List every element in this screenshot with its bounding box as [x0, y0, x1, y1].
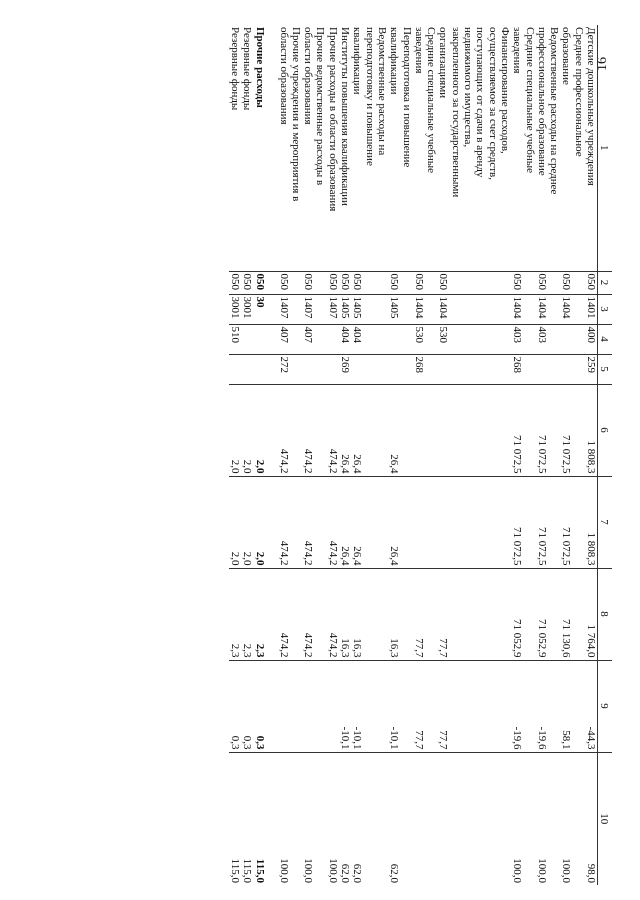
cell-c6: 2,0 [241, 384, 253, 476]
cell-c3: 1404 [511, 294, 536, 324]
table-row [351, 25, 388, 885]
cell-c7: 474,2 [302, 476, 327, 568]
row-label-line: Прочие учреждения и мероприятия в [289, 27, 302, 202]
cell-c8: 474,2 [277, 568, 302, 660]
table-row [326, 25, 338, 885]
row-label-cell [241, 25, 253, 271]
cell-c9 [302, 660, 327, 752]
cell-c5 [536, 354, 561, 384]
cell-c6: 2,0 [229, 384, 241, 476]
cell-c3: 1404 [437, 294, 511, 324]
cell-c7: 71 072,5 [560, 476, 585, 568]
cell-c9: -10,1 [351, 660, 388, 752]
cell-c9: 77,7 [413, 660, 438, 752]
cell-c8: 474,2 [326, 568, 338, 660]
row-label-line: Резервные фонды [241, 27, 254, 111]
cell-c5 [351, 354, 388, 384]
cell-c2: 050 [560, 271, 585, 294]
row-label-cell [560, 25, 585, 271]
header-cell: 9 [598, 660, 613, 752]
cell-c5: 272 [277, 354, 302, 384]
row-label-cell [413, 25, 438, 271]
cell-c4: 530 [413, 324, 438, 354]
cell-c5 [241, 354, 253, 384]
cell-c7: 2,0 [241, 476, 253, 568]
header-row [598, 25, 613, 885]
row-label-line: Детские дошкольные учреждения [585, 27, 597, 186]
table-row [229, 25, 241, 885]
table-row [302, 25, 327, 885]
cell-c3: 3001 [241, 294, 253, 324]
header-cell: 3 [598, 294, 613, 324]
row-label-line: Переподготовка и повышение [400, 27, 413, 168]
cell-c10: 98,0 [585, 752, 598, 885]
header-cell: 2 [598, 271, 613, 294]
cell-c10: 100,0 [326, 752, 338, 885]
cell-c6: 474,2 [302, 384, 327, 476]
row-label-line: недвижимого имущества, [462, 27, 475, 148]
cell-c8: 16,3 [351, 568, 388, 660]
cell-c2: 050 [241, 271, 253, 294]
cell-c4: 407 [302, 324, 327, 354]
cell-c8: 71 052,9 [536, 568, 561, 660]
page-number: 16 [595, 57, 610, 71]
cell-c2: 050 [302, 271, 327, 294]
cell-c8: 77,7 [413, 568, 438, 660]
cell-c6: 26,4 [339, 384, 351, 476]
table-row [277, 25, 302, 885]
row-label-line: Прочие расходы в области образования [326, 27, 339, 212]
row-label-cell [326, 25, 338, 271]
cell-c4: 510 [229, 324, 241, 354]
header-cell: 8 [598, 568, 613, 660]
cell-c2: 050 [339, 271, 351, 294]
table-row [511, 25, 536, 885]
header-cell: 10 [598, 752, 613, 885]
cell-c7 [413, 476, 438, 568]
cell-c10: 100,0 [560, 752, 585, 885]
cell-c6: 474,2 [277, 384, 302, 476]
row-label-cell [437, 25, 511, 271]
cell-c4 [326, 324, 338, 354]
row-label-line: Институты повышения квалификации [339, 27, 352, 206]
row-label-line: закрепленного за государственными [449, 27, 462, 198]
row-label-line: Ведомственные расходы на [375, 27, 388, 156]
header-cell: 1 [598, 25, 613, 271]
cell-c4 [241, 324, 253, 354]
cell-c2: 050 [511, 271, 536, 294]
cell-c8: 16,3 [388, 568, 413, 660]
cell-c5: 269 [339, 354, 351, 384]
cell-c10: 100,0 [277, 752, 302, 885]
cell-c10: 62,0 [339, 752, 351, 885]
cell-c4: 404 [351, 324, 388, 354]
header-cell: 7 [598, 476, 613, 568]
cell-c3: 1404 [536, 294, 561, 324]
row-label-line: квалификации [388, 27, 401, 95]
cell-c7: 26,4 [339, 476, 351, 568]
cell-c6: 2,0 [253, 384, 277, 476]
cell-c6: 71 072,5 [511, 384, 536, 476]
row-label-line: Прочие ведомственные расходы в [314, 27, 327, 186]
cell-c10 [437, 752, 511, 885]
row-label-cell [388, 25, 413, 271]
header-cell: 6 [598, 384, 613, 476]
row-label-line: переподготовку и повышение [363, 27, 376, 166]
row-label-line: Средние специальные учебные [425, 27, 438, 174]
table-row [388, 25, 413, 885]
row-label-line: области образования [277, 27, 290, 125]
row-label-cell [351, 25, 388, 271]
row-label-line: Средние специальные учебные [523, 27, 536, 174]
row-label-line: заведения [412, 27, 425, 74]
row-label-line: Финансирование расходов, [498, 27, 511, 154]
cell-c3: 3001 [229, 294, 241, 324]
cell-c10: 115,0 [241, 752, 253, 885]
cell-c4: 404 [339, 324, 351, 354]
cell-c5: 259 [585, 354, 598, 384]
row-label-line: Резервные фонды [228, 27, 241, 111]
rotated-table-container [12, 25, 612, 885]
cell-c2: 050 [585, 271, 598, 294]
cell-c2: 050 [326, 271, 338, 294]
cell-c9: 0,3 [229, 660, 241, 752]
header-cell: 4 [598, 324, 613, 354]
cell-c7: 71 072,5 [536, 476, 561, 568]
cell-c5 [437, 354, 511, 384]
cell-c4 [253, 324, 277, 354]
row-label-cell [277, 25, 302, 271]
cell-c5 [302, 354, 327, 384]
cell-c8: 2,3 [253, 568, 277, 660]
cell-c3: 1405 [339, 294, 351, 324]
cell-c9: 58,1 [560, 660, 585, 752]
row-label-line: образование [560, 27, 573, 85]
cell-c9: 77,7 [437, 660, 511, 752]
cell-c2: 050 [413, 271, 438, 294]
row-label-line: осуществляемое за счет средств, [486, 27, 499, 180]
cell-c9: -19,6 [511, 660, 536, 752]
row-label-line: Ведомственные расходы на среднее [548, 27, 561, 195]
cell-c7 [437, 476, 511, 568]
cell-c4 [560, 324, 585, 354]
cell-c6: 71 072,5 [536, 384, 561, 476]
cell-c7: 1 808,3 [585, 476, 598, 568]
row-label-cell [253, 25, 277, 271]
cell-c3: 1404 [413, 294, 438, 324]
table-row [253, 25, 277, 885]
table-body [229, 25, 598, 885]
cell-c5 [388, 354, 413, 384]
cell-c3: 1407 [326, 294, 338, 324]
cell-c8: 2,3 [229, 568, 241, 660]
cell-c6: 1 808,3 [585, 384, 598, 476]
row-label-line: области образования [302, 27, 315, 125]
cell-c7: 2,0 [253, 476, 277, 568]
cell-c7: 26,4 [388, 476, 413, 568]
cell-c9 [277, 660, 302, 752]
cell-c2: 050 [229, 271, 241, 294]
cell-c7: 2,0 [229, 476, 241, 568]
table-row [536, 25, 561, 885]
cell-c9: -10,1 [388, 660, 413, 752]
table-row [241, 25, 253, 885]
cell-c9: 0,3 [253, 660, 277, 752]
table-row [585, 25, 598, 885]
cell-c7: 71 072,5 [511, 476, 536, 568]
row-label-cell [585, 25, 598, 271]
cell-c8: 71 130,6 [560, 568, 585, 660]
cell-c9: -44,3 [585, 660, 598, 752]
cell-c6: 26,4 [388, 384, 413, 476]
cell-c4: 400 [585, 324, 598, 354]
row-label-cell [302, 25, 327, 271]
cell-c6 [413, 384, 438, 476]
cell-c3: 1405 [351, 294, 388, 324]
cell-c3: 1401 [585, 294, 598, 324]
row-label-line: поступающих от сдачи в аренду [474, 27, 487, 178]
cell-c8: 2,3 [241, 568, 253, 660]
cell-c6: 474,2 [326, 384, 338, 476]
row-label-line: квалификации [351, 27, 364, 95]
cell-c10: 100,0 [302, 752, 327, 885]
cell-c5 [560, 354, 585, 384]
row-label-line: организациями [437, 27, 450, 99]
cell-c10: 100,0 [536, 752, 561, 885]
cell-c10: 100,0 [511, 752, 536, 885]
cell-c2: 050 [351, 271, 388, 294]
cell-c4 [388, 324, 413, 354]
cell-c2: 050 [277, 271, 302, 294]
cell-c2: 050 [437, 271, 511, 294]
cell-c6 [437, 384, 511, 476]
cell-c3: 30 [253, 294, 277, 324]
cell-c10 [413, 752, 438, 885]
cell-c9: -10,1 [339, 660, 351, 752]
cell-c3: 1404 [560, 294, 585, 324]
row-label-cell [229, 25, 241, 271]
cell-c9: 0,3 [241, 660, 253, 752]
cell-c8: 1 764,0 [585, 568, 598, 660]
cell-c2: 050 [388, 271, 413, 294]
cell-c8: 77,7 [437, 568, 511, 660]
cell-c3: 1407 [302, 294, 327, 324]
cell-c5 [253, 354, 277, 384]
budget-table [229, 25, 612, 885]
cell-c9 [326, 660, 338, 752]
cell-c3: 1407 [277, 294, 302, 324]
row-label-cell [511, 25, 536, 271]
cell-c8: 71 052,9 [511, 568, 536, 660]
cell-c8: 474,2 [302, 568, 327, 660]
cell-c6: 71 072,5 [560, 384, 585, 476]
row-label-cell [339, 25, 351, 271]
cell-c10: 62,0 [388, 752, 413, 885]
cell-c5 [326, 354, 338, 384]
row-label-line: профессиональное образование [535, 27, 548, 176]
cell-c7: 26,4 [351, 476, 388, 568]
cell-c10: 115,0 [253, 752, 277, 885]
cell-c2: 050 [536, 271, 561, 294]
cell-c5: 268 [413, 354, 438, 384]
table-row [560, 25, 585, 885]
row-label-line: Среднее профессиональное [572, 27, 585, 157]
table-row [413, 25, 438, 885]
cell-c5 [229, 354, 241, 384]
cell-c8: 16,3 [339, 568, 351, 660]
cell-c2: 050 [253, 271, 277, 294]
cell-c5: 268 [511, 354, 536, 384]
cell-c4: 403 [536, 324, 561, 354]
cell-c7: 474,2 [277, 476, 302, 568]
header-cell: 5 [598, 354, 613, 384]
row-label-line: заведения [511, 27, 524, 74]
cell-c7: 474,2 [326, 476, 338, 568]
cell-c10: 115,0 [229, 752, 241, 885]
cell-c10: 62,0 [351, 752, 388, 885]
table-row [339, 25, 351, 885]
cell-c4: 530 [437, 324, 511, 354]
row-label-line: Прочие расходы [253, 27, 266, 108]
table-row [437, 25, 511, 885]
cell-c4: 403 [511, 324, 536, 354]
cell-c4: 407 [277, 324, 302, 354]
cell-c3: 1405 [388, 294, 413, 324]
cell-c6: 26,4 [351, 384, 388, 476]
cell-c9: -19,6 [536, 660, 561, 752]
row-label-cell [536, 25, 561, 271]
